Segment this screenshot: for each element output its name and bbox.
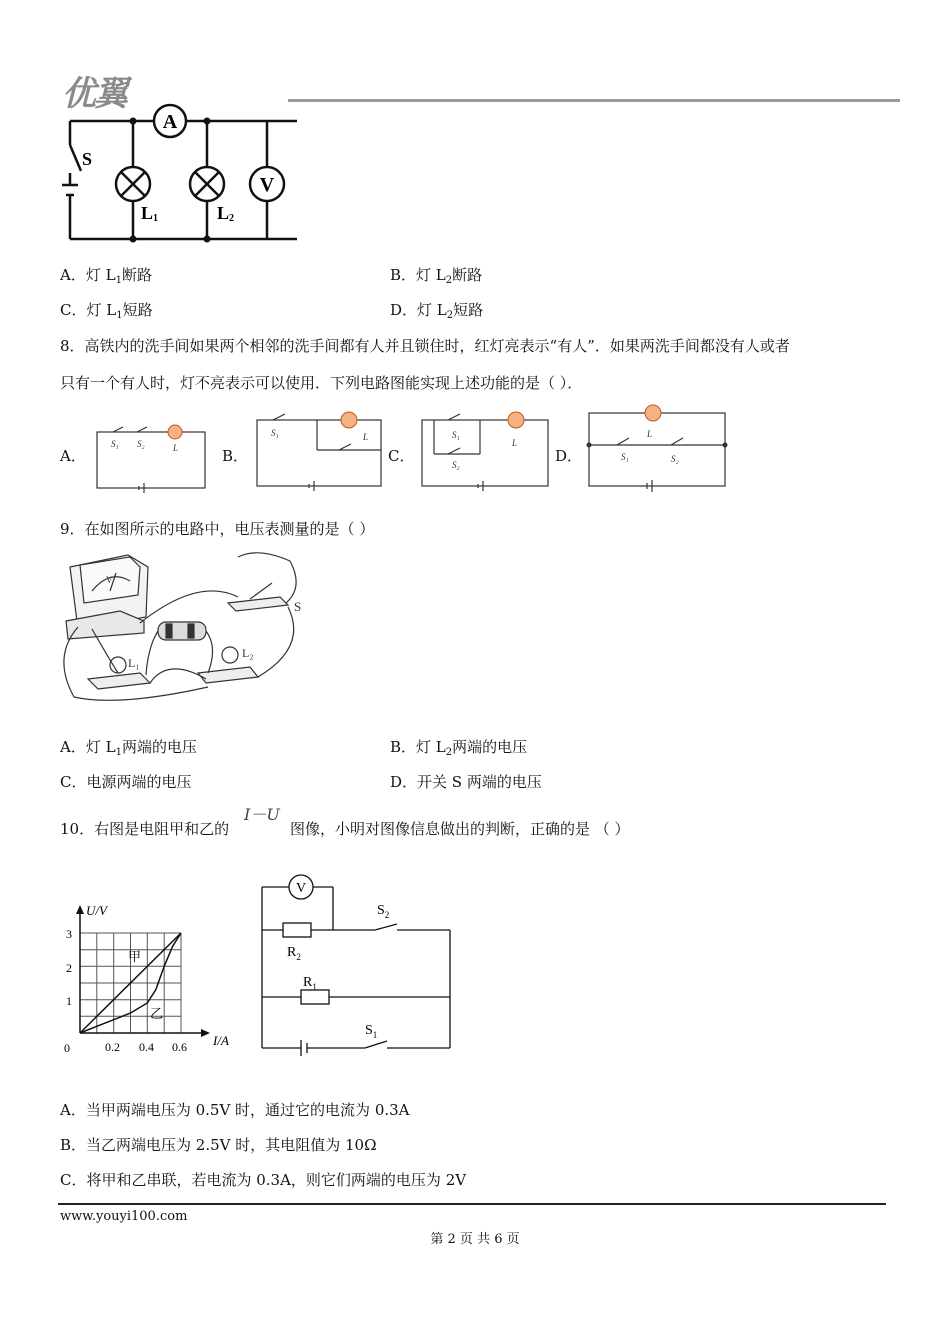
svg-text:L: L	[647, 429, 653, 439]
q7-option-c[interactable]: C．灯 $L_1$短路	[60, 301, 153, 321]
svg-text:S₁: S₁	[452, 430, 460, 440]
svg-text:L₂: L₂	[242, 646, 254, 660]
svg-text:S₂: S₂	[452, 460, 460, 470]
r1-label: $R_1$	[303, 975, 317, 992]
svg-text:0: 0	[64, 1041, 70, 1055]
svg-text:2: 2	[66, 961, 72, 975]
svg-text:S₂: S₂	[671, 454, 679, 464]
q10-stem-start: 10．右图是电阻甲和乙的	[60, 820, 230, 838]
svg-text:0.6: 0.6	[172, 1040, 187, 1054]
q10-option-a[interactable]: A．当甲两端电压为 0.5V 时，通过它的电流为 0.3A	[60, 1101, 410, 1119]
q8-stem-line1: 8．高铁内的洗手间如果两个相邻的洗手间都有人并且锁住时，红灯亮表示“有人”．如果两洗手间都没有人或者	[60, 337, 790, 355]
switch-label: S	[82, 149, 93, 169]
q9-option-c[interactable]: C．电源两端的电压	[60, 773, 192, 791]
q8-option-b-letter[interactable]: B．	[222, 447, 249, 465]
q10-option-c[interactable]: C．将甲和乙串联，若电流为 0.3A，则它们两端的电压为 2V	[60, 1171, 467, 1189]
s2-label: $S_2$	[377, 903, 390, 920]
q8-option-c-letter[interactable]: C．	[388, 447, 415, 465]
header-rule	[288, 99, 900, 102]
s1-label: $S_1$	[365, 1023, 378, 1040]
q7-circuit-diagram	[55, 105, 305, 250]
q8-circuit-a	[95, 420, 207, 492]
q9-option-b[interactable]: B．灯 $L_2$两端的电压	[390, 738, 528, 758]
svg-text:0.2: 0.2	[105, 1040, 120, 1054]
ammeter-label: A	[162, 111, 178, 133]
svg-text:L: L	[363, 432, 369, 442]
q7-option-d[interactable]: D．灯 $L_2$短路	[390, 301, 484, 321]
lamp1-label: L1	[141, 203, 159, 224]
svg-text:S: S	[294, 599, 302, 614]
curve-yi-label: 乙	[150, 1006, 164, 1021]
q8-option-d-letter[interactable]: D．	[555, 447, 583, 465]
curve-jia-label: 甲	[128, 949, 142, 964]
svg-text:V: V	[106, 575, 113, 585]
svg-text:U/V: U/V	[86, 903, 107, 918]
q9-option-a[interactable]: A．灯 $L_1$两端的电压	[60, 738, 197, 758]
svg-text:L₁: L₁	[128, 656, 140, 670]
svg-text:S₁: S₁	[271, 428, 279, 438]
page-number: 第 2 页 共 6 页	[430, 1232, 520, 1247]
q7-option-a[interactable]: A．灯 $L_1$断路	[60, 266, 152, 286]
q10-formula: I－U	[244, 805, 280, 824]
footer-url[interactable]: www.youyi100.com	[60, 1209, 188, 1224]
footer-rule	[58, 1203, 886, 1205]
q10-option-b[interactable]: B．当乙两端电压为 2.5V 时，其电阻值为 10Ω	[60, 1136, 377, 1154]
q8-circuit-d	[587, 405, 729, 490]
q8-option-a-letter[interactable]: A．	[60, 447, 86, 465]
q9-option-d[interactable]: D．开关 S 两端的电压	[390, 773, 542, 791]
q9-stem: 9．在如图所示的电路中，电压表测量的是（ ）	[60, 520, 375, 538]
q10-voltmeter-label: V	[295, 881, 307, 896]
r2-label: $R_2$	[287, 945, 301, 962]
q8-circuit-c	[420, 410, 550, 490]
voltmeter-label: V	[259, 174, 275, 196]
svg-text:I/A: I/A	[213, 1033, 229, 1048]
svg-text:S₁: S₁	[621, 452, 629, 462]
q8-stem-line2: 只有一个有人时，灯不亮表示可以使用．下列电路图能实现上述功能的是（ ）．	[60, 374, 583, 392]
q10-stem-end: 图像，小明对图像信息做出的判断，正确的是 （ ）	[290, 820, 630, 838]
q10-circuit	[255, 870, 460, 1060]
q9-circuit-photo	[58, 547, 308, 712]
q10-iu-graph	[58, 900, 243, 1055]
svg-text:3: 3	[66, 927, 72, 941]
q8-circuit-b	[255, 410, 383, 490]
svg-text:L: L	[512, 438, 518, 448]
lamp2-label: L2	[217, 203, 235, 224]
q7-option-b[interactable]: B．灯 $L_2$断路	[390, 266, 483, 286]
svg-text:S₁: S₁	[111, 439, 119, 449]
logo: 优翼	[62, 74, 126, 114]
svg-text:S₂: S₂	[137, 439, 145, 449]
svg-text:0.4: 0.4	[139, 1040, 154, 1054]
svg-text:L: L	[173, 443, 179, 453]
svg-text:1: 1	[66, 994, 72, 1008]
